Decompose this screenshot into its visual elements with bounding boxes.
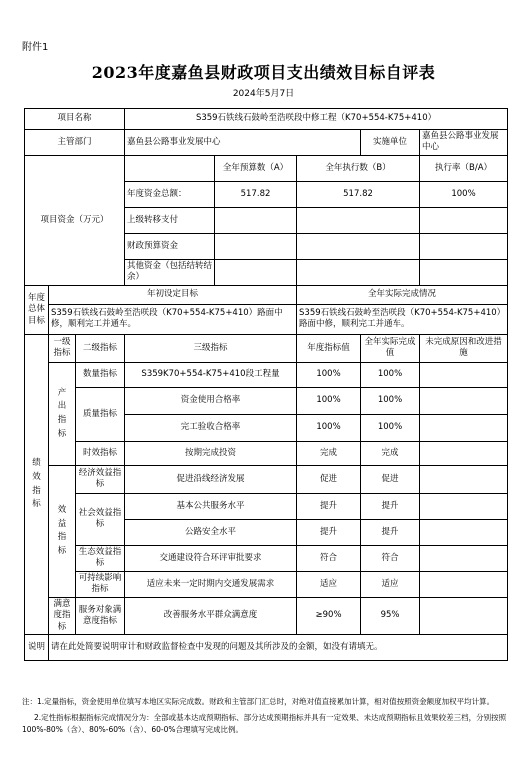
project-name-label: 项目名称: [25, 109, 125, 130]
notes: [22, 696, 510, 740]
goals-initial-label: 年初设定目标: [49, 285, 297, 304]
indicator-level2: 生态效益指标: [76, 545, 125, 571]
indicator-row: [25, 362, 508, 387]
indicator-level3: 交通建设符合环评审批要求: [125, 545, 297, 571]
dept-label: 主管部门: [25, 130, 125, 156]
funds-row-name: 上级转移支付: [125, 207, 215, 233]
indicator-actual: 符合: [361, 545, 420, 571]
satisfaction-indicators-label: 满意度指标: [49, 597, 76, 634]
indicator-target: 完成: [297, 441, 361, 465]
funds-row-exec: [297, 259, 420, 285]
indicator-actual: 100%: [361, 362, 420, 387]
page-title: 2023年度嘉鱼县财政项目支出绩效目标自评表: [91, 63, 436, 82]
indicator-row: [25, 387, 508, 414]
indicator-reason: [420, 545, 508, 571]
header-level1: 一级指标: [49, 334, 76, 362]
funds-row-budget: [215, 233, 297, 259]
report-date: 2024年5月7日: [232, 89, 295, 99]
impl-label: 实施单位: [361, 130, 420, 156]
funds-row-exec: 517.82: [297, 181, 420, 207]
indicator-level3: 完工验收合格率: [125, 414, 297, 441]
output-indicators-label: 产出指标: [49, 362, 76, 465]
indicator-target: 提升: [297, 493, 361, 519]
funds-row-rate: [420, 233, 508, 259]
header-actual: 全年实际完成值: [361, 334, 420, 362]
indicator-level2: 社会效益指标: [76, 493, 125, 545]
indicator-target: 100%: [297, 362, 361, 387]
indicator-target: 符合: [297, 545, 361, 571]
indicator-reason: [420, 571, 508, 597]
indicator-level3: 按期完成投资: [125, 441, 297, 465]
funds-row-rate: [420, 207, 508, 233]
impl-value: 嘉鱼县公路事业发展中心: [420, 130, 508, 156]
header-level2: 二级指标: [76, 334, 125, 362]
indicator-row: [25, 493, 508, 519]
funds-row-rate: [420, 259, 508, 285]
funds-row-name: 其他资金（包括结转结余）: [125, 259, 215, 285]
explain-text: 请在此处简要说明审计和财政监督检查中发现的问题及其所涉及的金额，如没有请填无。: [49, 635, 508, 661]
indicator-target: 100%: [297, 387, 361, 414]
indicator-reason: [420, 493, 508, 519]
indicator-level3: 资金使用合格率: [125, 387, 297, 414]
indicator-actual: 提升: [361, 493, 420, 519]
indicator-level2: 质量指标: [76, 387, 125, 441]
indicator-reason: [420, 414, 508, 441]
explain-label: 说明: [25, 635, 49, 661]
indicator-actual: 促进: [361, 465, 420, 493]
indicator-row: [25, 545, 508, 571]
goals-actual-label: 全年实际完成情况: [297, 285, 508, 304]
indicator-actual: 95%: [361, 597, 420, 634]
header-reason: 未完成原因和改进措施: [420, 334, 508, 362]
evaluation-table: [24, 108, 508, 661]
indicator-level2: 服务对象满意度指标: [76, 597, 125, 634]
goals-initial-text: S359石铁线石鼓岭至浩咲段（K70+554-K75+410）路面中修，顺利完工并通车。: [49, 304, 297, 334]
funds-col-exec: 全年执行数（B）: [297, 155, 420, 181]
funds-row-budget: [215, 207, 297, 233]
indicator-level2: 时效指标: [76, 441, 125, 465]
indicator-level3: 改善服务水平群众满意度: [125, 597, 297, 634]
note-item: 注：1.定量指标，资金使用单位填写本地区实际完成数。财政和主管部门汇总时，对绝对值直接累加计算，相对值按照资金额度加权平均计算。: [22, 697, 495, 706]
indicator-level2: 经济效益指标: [76, 465, 125, 493]
indicator-target: 提升: [297, 519, 361, 545]
note-item: 2.定性指标根据指标完成情况分为：全部或基本达成预期指标、部分达成预期指标并具有一定效果、未达成预期指标且效果较差三档，分别按照100%-80%（含）、80%-60%（含）、60-0%合理填写完成比例。: [22, 713, 507, 734]
funds-row-exec: [297, 207, 420, 233]
annex-label: 附件1: [22, 42, 49, 53]
funds-header-blank: [125, 155, 215, 181]
funds-row-rate: 100%: [420, 181, 508, 207]
indicator-reason: [420, 387, 508, 414]
indicator-row: [25, 441, 508, 465]
funds-col-budget: 全年预算数（A）: [215, 155, 297, 181]
indicator-row: [25, 465, 508, 493]
indicator-level3: 适应未来一定时期内交通发展需求: [125, 571, 297, 597]
indicator-level3: 促进沿线经济发展: [125, 465, 297, 493]
indicator-target: 促进: [297, 465, 361, 493]
header-level3: 三级指标: [125, 334, 297, 362]
indicator-actual: 完成: [361, 441, 420, 465]
indicator-level3: S359K70+554-K75+410段工程量: [125, 362, 297, 387]
funds-col-rate: 执行率（B/A）: [420, 155, 508, 181]
goals-actual-text: S359石铁线石鼓岭至浩咲段（K70+554-K75+410）路面中修，顺利完工并通车。: [297, 304, 508, 334]
indicator-level2: 数量指标: [76, 362, 125, 387]
benefit-indicators-label: 效益指标: [49, 465, 76, 597]
indicator-row: [25, 597, 508, 634]
header-target: 年度指标值: [297, 334, 361, 362]
indicator-actual: 提升: [361, 519, 420, 545]
indicator-reason: [420, 519, 508, 545]
indicator-actual: 100%: [361, 414, 420, 441]
goals-label: 年度总体目标: [25, 285, 49, 334]
indicator-target: ≥90%: [297, 597, 361, 634]
indicators-section-label: 绩效指标: [25, 334, 49, 634]
funds-row-exec: [297, 233, 420, 259]
indicator-reason: [420, 441, 508, 465]
funds-label: 项目资金（万元）: [25, 155, 125, 285]
indicator-reason: [420, 362, 508, 387]
indicator-level3: 公路安全水平: [125, 519, 297, 545]
project-name-value: S359石铁线石鼓岭至浩咲段中修工程（K70+554-K75+410）: [125, 109, 508, 130]
indicator-level3: 基本公共服务水平: [125, 493, 297, 519]
indicator-row: [25, 571, 508, 597]
indicator-target: 100%: [297, 414, 361, 441]
indicator-reason: [420, 597, 508, 634]
indicator-actual: 100%: [361, 387, 420, 414]
funds-row-name: 年度资金总额：: [125, 181, 215, 207]
funds-row-budget: 517.82: [215, 181, 297, 207]
indicator-reason: [420, 465, 508, 493]
funds-row-name: 财政预算资金: [125, 233, 215, 259]
indicator-target: 适应: [297, 571, 361, 597]
dept-value: 嘉鱼县公路事业发展中心: [125, 130, 361, 156]
indicator-actual: 适应: [361, 571, 420, 597]
indicator-level2: 可持续影响指标: [76, 571, 125, 597]
funds-row-budget: [215, 259, 297, 285]
